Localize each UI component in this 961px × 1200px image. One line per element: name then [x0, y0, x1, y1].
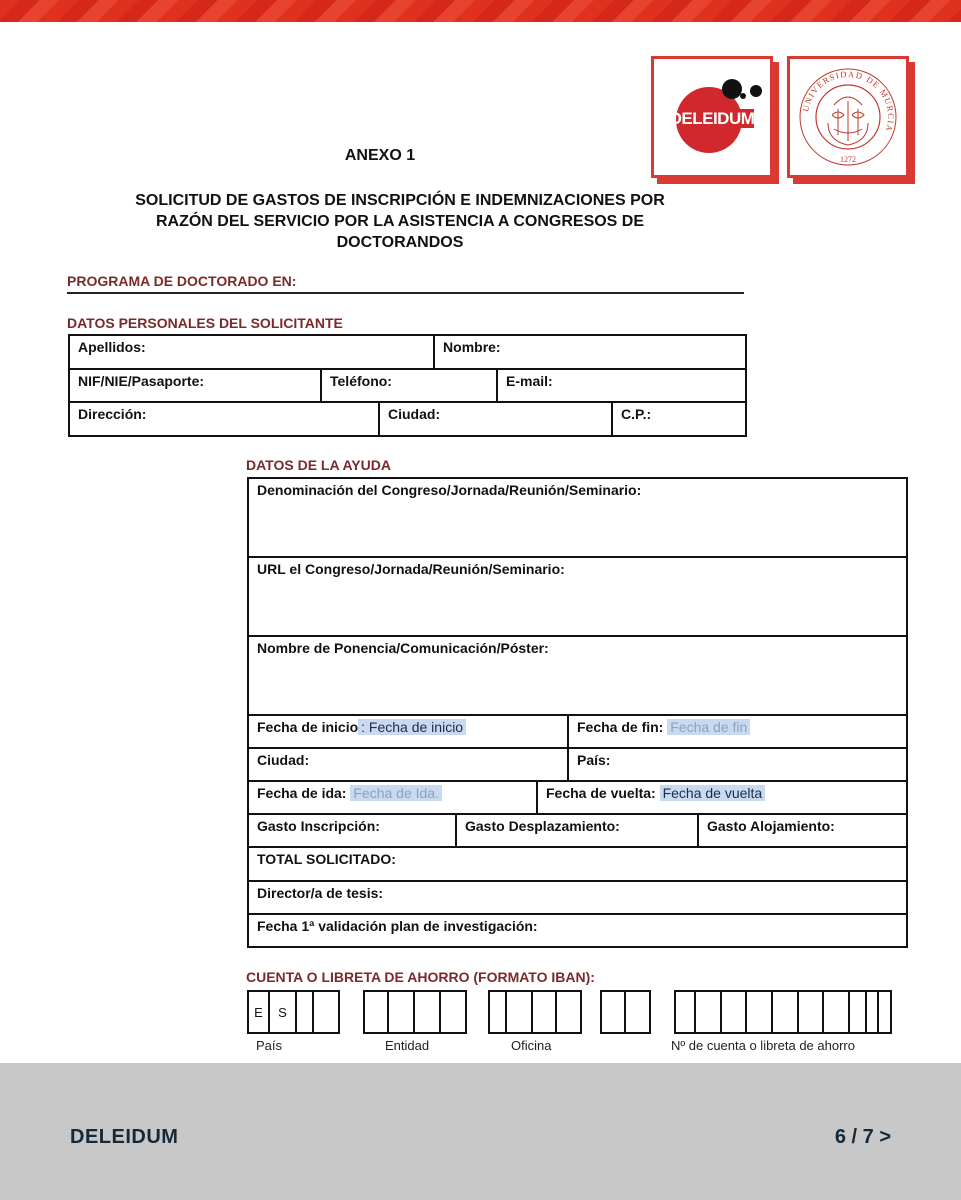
iban-cell[interactable]	[747, 990, 773, 1034]
iban-cell[interactable]	[674, 990, 696, 1034]
fecha-vuelta-field[interactable]	[537, 781, 907, 814]
iban-cell[interactable]	[773, 990, 799, 1034]
iban-cell[interactable]	[247, 990, 270, 1034]
fecha-inicio-label: Fecha de inicio	[257, 719, 359, 735]
fecha-inicio-field[interactable]	[248, 715, 568, 748]
iban-cell[interactable]	[600, 990, 626, 1034]
ciudad-label: Ciudad:	[388, 406, 441, 422]
iban-cell[interactable]	[389, 990, 415, 1034]
iban-cell[interactable]	[850, 990, 867, 1034]
fecha-ida-label: Fecha de ida:	[257, 785, 347, 801]
fecha-inicio-picker[interactable]	[358, 719, 466, 735]
iban-prefill: S	[278, 1004, 287, 1020]
gasto-desplazamiento-field[interactable]	[456, 814, 698, 847]
cp-label: C.P.:	[621, 406, 652, 422]
email-field[interactable]	[497, 369, 746, 402]
apellidos-label: Apellidos:	[78, 339, 146, 355]
director-field[interactable]	[248, 881, 907, 914]
personal-section-title: DATOS PERSONALES DEL SOLICITANTE	[67, 315, 343, 331]
iban-cell[interactable]	[314, 990, 340, 1034]
deleidum-logo-text	[658, 109, 766, 129]
iban-cell[interactable]	[441, 990, 467, 1034]
fecha-ida-field[interactable]	[248, 781, 537, 814]
iban-pais-group	[247, 990, 340, 1034]
iban-cell[interactable]	[415, 990, 441, 1034]
url-field[interactable]	[248, 557, 907, 636]
universidad-murcia-seal	[787, 56, 909, 178]
iban-cell[interactable]	[297, 990, 314, 1034]
personal-data-table	[68, 334, 747, 437]
direccion-field[interactable]	[69, 402, 379, 436]
ayuda-section-title: DATOS DE LA AYUDA	[246, 457, 391, 473]
seal-ring-text: UNIVERSIDAD DE MURCIA	[800, 68, 897, 134]
iban-cell[interactable]	[507, 990, 533, 1034]
pais-label: País:	[577, 752, 611, 768]
fecha-fin-label: Fecha de fin:	[577, 719, 664, 735]
logo-dot	[740, 93, 746, 99]
direccion-label: Dirección:	[78, 406, 147, 422]
iban-cell[interactable]	[879, 990, 892, 1034]
iban-cuenta-label: Nº de cuenta o libreta de ahorro	[671, 1038, 855, 1053]
ayuda-data-table	[247, 477, 908, 948]
iban-cell[interactable]	[867, 990, 879, 1034]
logo-dot	[722, 79, 742, 99]
gasto-inscripcion-field[interactable]	[248, 814, 456, 847]
iban-cell[interactable]	[824, 990, 850, 1034]
validacion-label: Fecha 1ª validación plan de investigación:	[257, 918, 538, 934]
iban-cell[interactable]	[696, 990, 722, 1034]
gasto-inscripcion-label: Gasto Inscripción:	[257, 818, 380, 834]
title-line: SOLICITUD DE GASTOS DE INSCRIPCIÓN E INDEMNIZACIONES POR	[135, 192, 665, 209]
cp-field[interactable]	[612, 402, 746, 436]
fecha-vuelta-label: Fecha de vuelta:	[546, 785, 656, 801]
pais-field[interactable]	[568, 748, 907, 781]
footer-brand: DELEIDUM	[70, 1126, 179, 1148]
iban-dc-group	[600, 990, 651, 1034]
iban-cell[interactable]	[270, 990, 297, 1034]
logo-text-eidum: EIDUM	[702, 109, 755, 128]
iban-cell[interactable]	[799, 990, 824, 1034]
iban-cell[interactable]	[488, 990, 507, 1034]
fecha-inicio-value: Fecha de inicio	[368, 719, 464, 735]
seal-icon	[794, 63, 902, 171]
iban-cell[interactable]	[557, 990, 582, 1034]
ciudad-ayuda-label: Ciudad:	[257, 752, 310, 768]
annex-title: ANEXO 1	[344, 147, 416, 164]
validacion-field[interactable]	[248, 914, 907, 947]
director-label: Director/a de tesis:	[257, 885, 384, 901]
iban-cell[interactable]	[533, 990, 557, 1034]
iban-oficina-group	[488, 990, 582, 1034]
iban-entidad-label: Entidad	[385, 1038, 430, 1053]
nombre-field[interactable]	[434, 335, 746, 369]
seal-year: 1272	[840, 155, 856, 164]
logo-dot	[750, 85, 762, 97]
ponencia-label: Nombre de Ponencia/Comunicación/Póster:	[257, 640, 549, 656]
document-title	[80, 190, 720, 253]
logo-text-del: DEL	[669, 109, 703, 128]
nif-label: NIF/NIE/Pasaporte:	[78, 373, 205, 389]
total-field[interactable]	[248, 847, 907, 881]
gasto-alojamiento-label: Gasto Alojamiento:	[707, 818, 835, 834]
iban-prefill: E	[254, 1004, 263, 1020]
url-label: URL el Congreso/Jornada/Reunión/Seminario:	[257, 561, 565, 577]
nif-field[interactable]	[69, 369, 321, 402]
denominacion-field[interactable]	[248, 478, 907, 557]
iban-cell[interactable]	[626, 990, 651, 1034]
telefono-field[interactable]	[321, 369, 497, 402]
fecha-vuelta-picker[interactable]: Fecha de vuelta	[660, 785, 766, 801]
program-underline	[67, 292, 744, 294]
iban-cell[interactable]	[722, 990, 747, 1034]
fecha-ida-picker[interactable]: Fecha de Ida.	[350, 785, 442, 801]
iban-entidad-group	[363, 990, 467, 1034]
iban-pais-label: País	[256, 1038, 283, 1053]
colon: :	[361, 719, 369, 735]
iban-cuenta-group	[674, 990, 892, 1034]
nombre-label: Nombre:	[443, 339, 501, 355]
title-line: RAZÓN DEL SERVICIO POR LA ASISTENCIA A CONGRESOS DE	[155, 213, 645, 230]
page-indicator-next[interactable]: 6 / 7 >	[834, 1126, 891, 1148]
email-label: E-mail:	[506, 373, 553, 389]
ciudad-ayuda-field[interactable]	[248, 748, 568, 781]
fecha-fin-picker[interactable]: Fecha de fin	[667, 719, 750, 735]
telefono-label: Teléfono:	[330, 373, 392, 389]
iban-section-title: CUENTA O LIBRETA DE AHORRO (FORMATO IBAN):	[246, 969, 595, 985]
gasto-alojamiento-field[interactable]	[698, 814, 907, 847]
program-label: PROGRAMA DE DOCTORADO EN:	[67, 273, 297, 289]
fecha-fin-field[interactable]	[568, 715, 907, 748]
title-line: DOCTORANDOS	[336, 234, 464, 251]
total-label: TOTAL SOLICITADO:	[257, 851, 396, 867]
ponencia-field[interactable]	[248, 636, 907, 715]
top-decorative-band	[0, 0, 961, 22]
gasto-desplazamiento-label: Gasto Desplazamiento:	[465, 818, 620, 834]
apellidos-field[interactable]	[69, 335, 434, 369]
iban-cell[interactable]	[363, 990, 389, 1034]
denominacion-label: Denominación del Congreso/Jornada/Reunión/Seminario:	[257, 482, 642, 498]
iban-oficina-label: Oficina	[511, 1038, 552, 1053]
ciudad-field[interactable]	[379, 402, 612, 436]
deleidum-logo	[651, 56, 773, 178]
